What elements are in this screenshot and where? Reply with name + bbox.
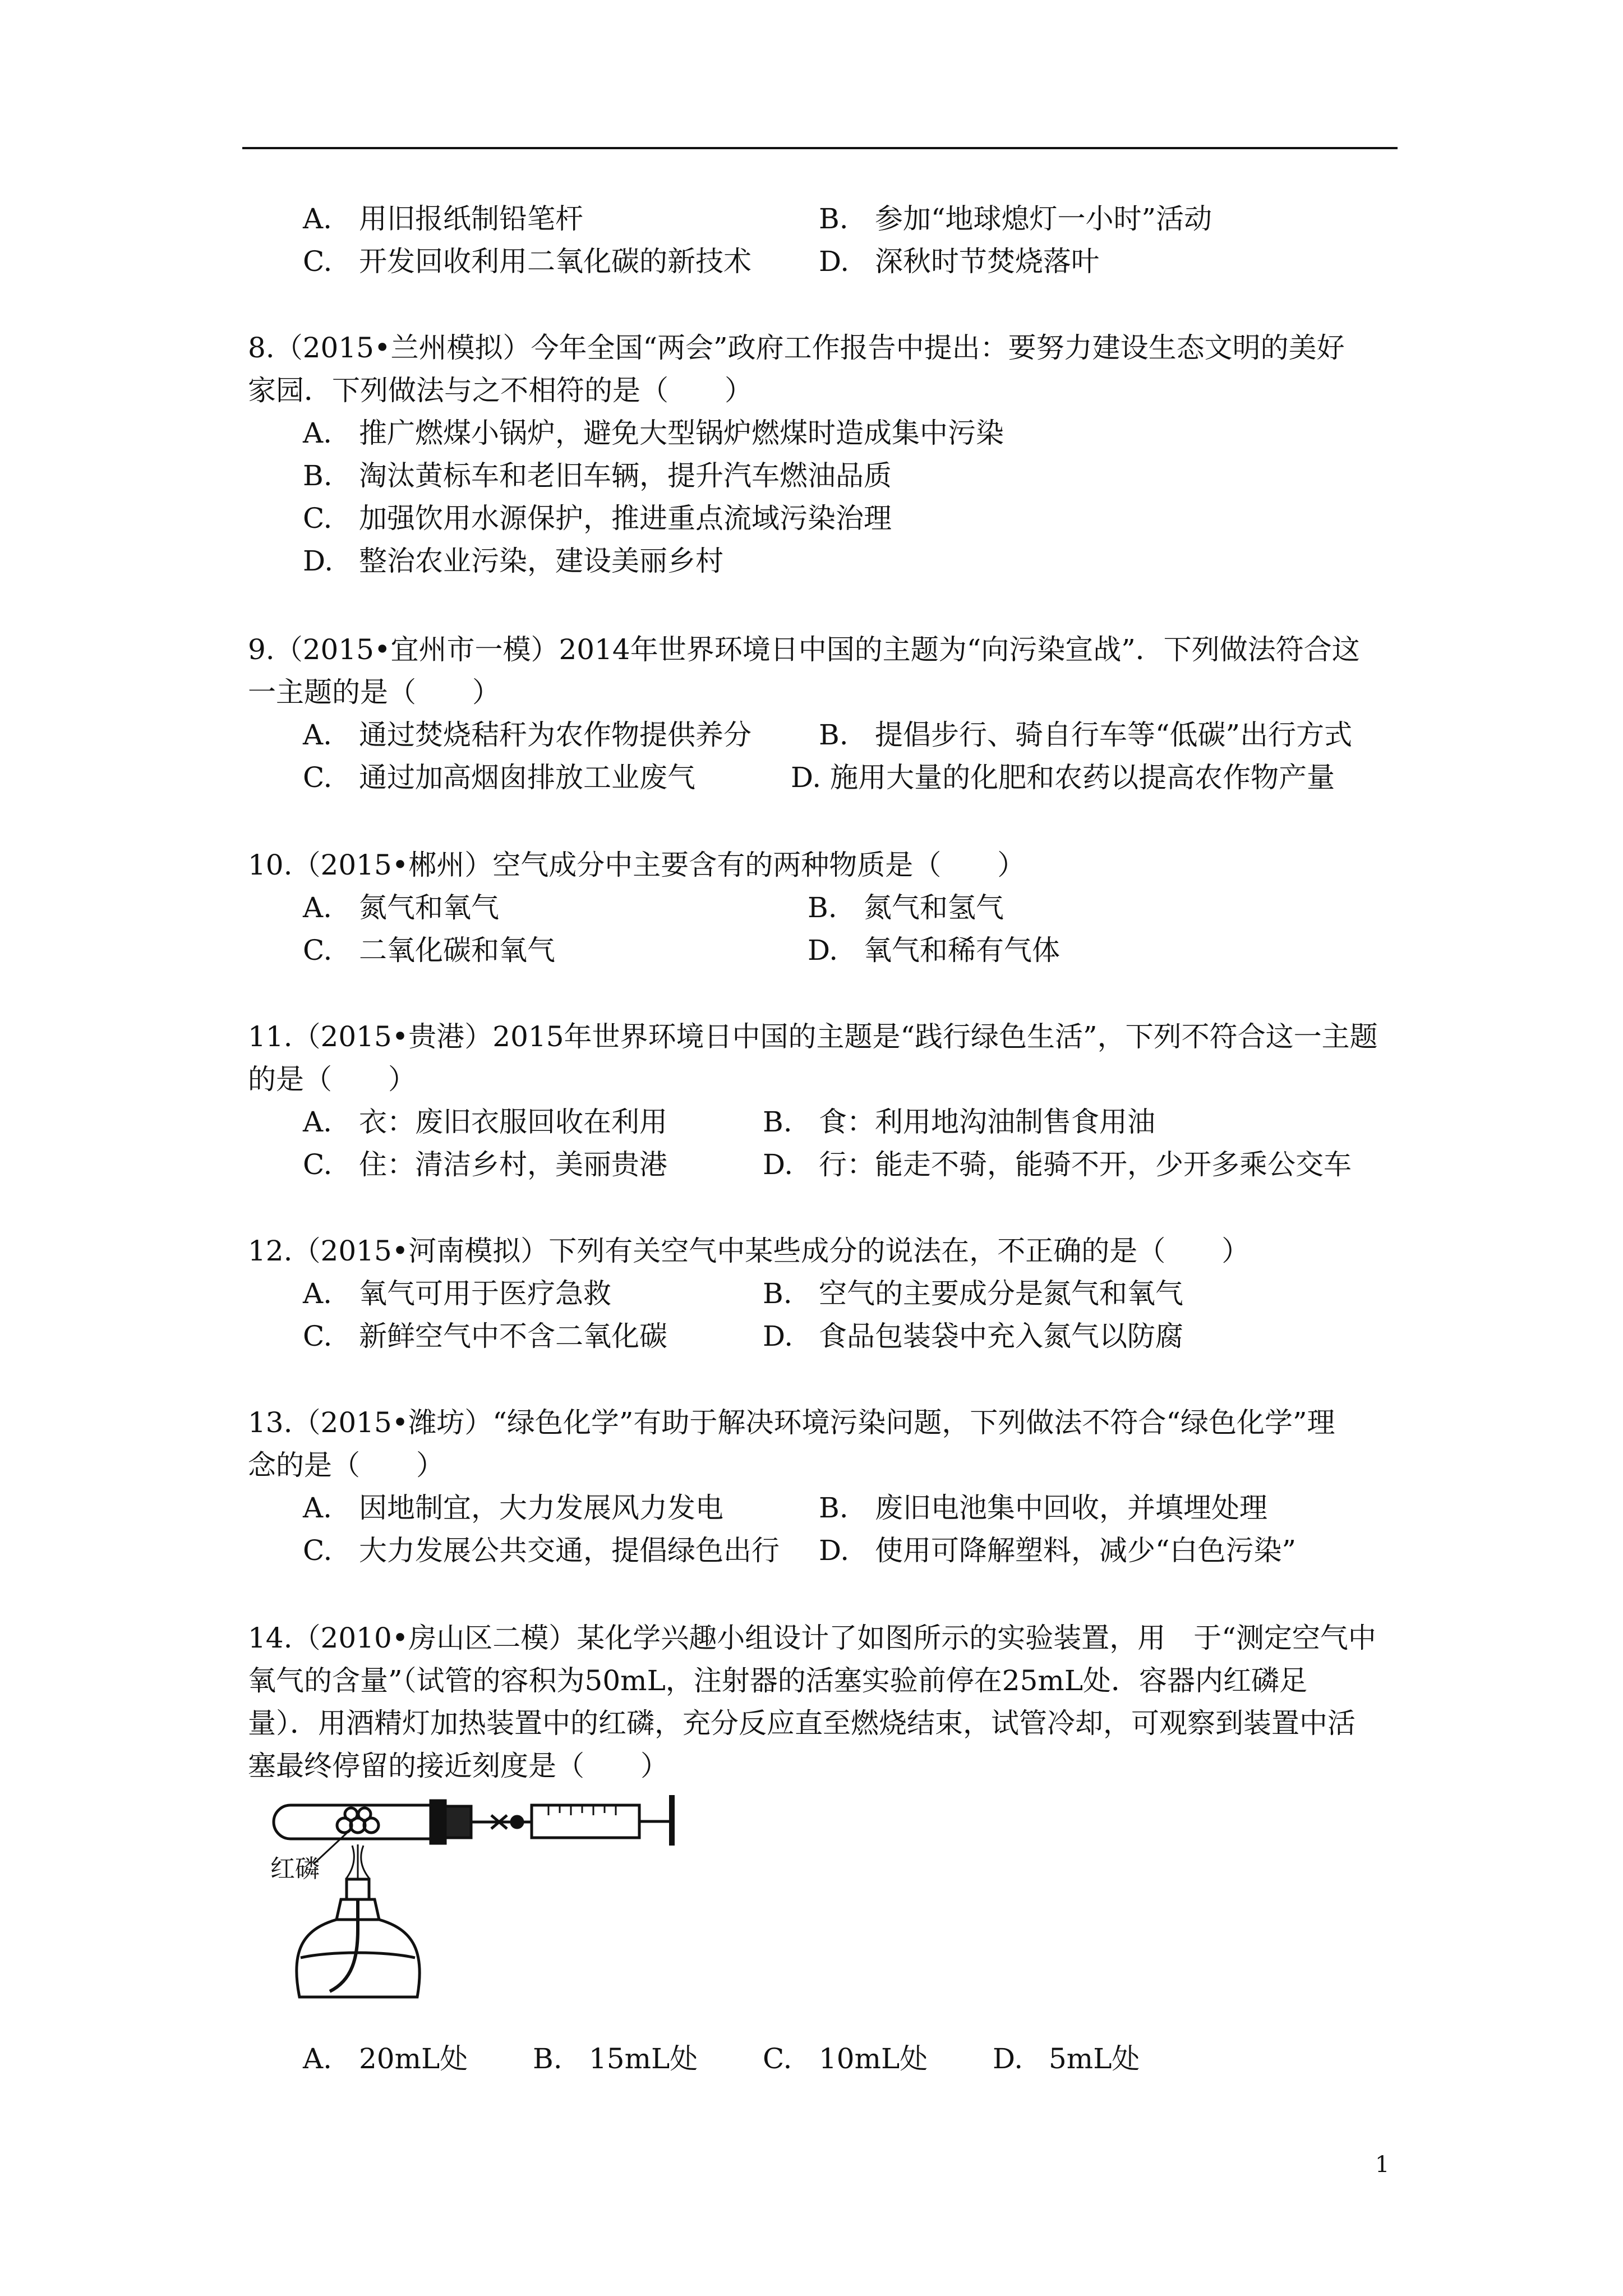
q13-stem-line-1: 13.（2015•潍坊）“绿色化学”有助于解决环境污染问题，下列做法不符合“绿色化学”理 — [248, 1406, 1335, 1439]
q11-stem-line-2: 的是（ ） — [248, 1063, 416, 1096]
q12-option-row-1 — [303, 1277, 1183, 1310]
q8-option-c: C. 加强饮用水源保护，推进重点流域污染治理 — [303, 502, 892, 535]
q12-stem-line-1: 12.（2015•河南模拟）下列有关空气中某些成分的说法在，不正确的是（ ） — [248, 1235, 1250, 1267]
q12-option-b: B. 空气的主要成分是氮气和氧气 — [763, 1277, 1183, 1310]
q12-option-c: C. 新鲜空气中不含二氧化碳 — [303, 1320, 667, 1352]
q14-stem-line-1: 14.（2010•房山区二模）某化学兴趣小组设计了如图所示的实验装置，用 于“测定空气中 — [248, 1622, 1376, 1654]
stopper-sleeve — [445, 1806, 471, 1838]
q13-option-c: C. 大力发展公共交通，提倡绿色出行 — [303, 1534, 780, 1567]
flame — [347, 1844, 369, 1879]
q7-option-c: C. 开发回收利用二氧化碳的新技术 — [303, 245, 751, 278]
q10-option-b: B. 氮气和氢气 — [808, 891, 1004, 924]
q14-stem-line-3: 量）．用酒精灯加热装置中的红磷，充分反应直至燃烧结束，试管冷却，可观察到装置中活 — [248, 1707, 1355, 1740]
red-phosphorus — [337, 1808, 379, 1833]
header-rule — [242, 147, 1398, 149]
alcohol-lamp — [297, 1879, 420, 1997]
apparatus-figure — [268, 1773, 694, 2008]
rubber-stopper — [431, 1801, 445, 1843]
q11-option-a: A. 衣：废旧衣服回收在利用 — [303, 1106, 667, 1138]
q14-option-b: B. 15mL处 — [533, 2042, 698, 2075]
q10-option-row-1 — [303, 891, 1004, 924]
q14-option-c: C. 10mL处 — [763, 2042, 928, 2075]
q11-option-c: C. 住：清洁乡村，美丽贵港 — [303, 1148, 667, 1181]
q9-option-b: B. 提倡步行、骑自行车等“低碳”出行方式 — [819, 719, 1353, 751]
q13-option-b: B. 废旧电池集中回收，并填埋处理 — [819, 1492, 1267, 1524]
q8-stem-line-2: 家园．下列做法与之不相符的是（ ） — [248, 374, 753, 407]
q9-option-row-2 — [303, 761, 1335, 794]
q13-option-d: D. 使用可降解塑料，减少“白色污染” — [819, 1534, 1297, 1567]
q8-option-b: B. 淘汰黄标车和老旧车辆，提升汽车燃油品质 — [303, 459, 892, 492]
q14-option-a: A. 20mL处 — [303, 2042, 468, 2075]
q8-stem-line-1: 8.（2015•兰州模拟）今年全国“两会”政府工作报告中提出：要努力建设生态文明的美好 — [248, 332, 1345, 364]
red-phosphorus-label: 红磷 — [270, 1855, 320, 1883]
q14-option-d: D. 5mL处 — [993, 2042, 1140, 2075]
q9-option-d: D. 施用大量的化肥和农药以提高农作物产量 — [791, 761, 1335, 794]
q10-option-d: D. 氧气和稀有气体 — [808, 934, 1060, 967]
q10-option-a: A. 氮气和氧气 — [303, 891, 499, 924]
q7-option-d: D. 深秋时节焚烧落叶 — [819, 245, 1099, 278]
q9-option-a: A. 通过焚烧秸秆为农作物提供养分 — [303, 719, 751, 751]
q8-option-a: A. 推广燃煤小锅炉，避免大型锅炉燃煤时造成集中污染 — [303, 417, 1004, 449]
q11-option-row-1 — [303, 1105, 1155, 1139]
q7-option-b: B. 参加“地球熄灯一小时”活动 — [819, 203, 1212, 235]
q11-option-d: D. 行：能走不骑，能骑不开，少开多乘公交车 — [763, 1148, 1352, 1181]
syringe-scale — [548, 1805, 616, 1815]
q10-stem-line-1: 10.（2015•郴州）空气成分中主要含有的两种物质是（ ） — [248, 849, 1026, 881]
q10-option-c: C. 二氧化碳和氧气 — [303, 934, 555, 967]
q13-stem-line-2: 念的是（ ） — [248, 1449, 444, 1481]
q9-stem-line-1: 9.（2015•宜州市一模）2014年世界环境日中国的主题为“向污染宣战”．下列做法符合这 — [248, 633, 1360, 666]
q12-option-row-2 — [303, 1319, 1183, 1353]
q13-option-row-1 — [303, 1491, 1267, 1525]
q11-option-b: B. 食：利用地沟油制售食用油 — [763, 1106, 1155, 1138]
q12-option-d: D. 食品包装袋中充入氮气以防腐 — [763, 1320, 1183, 1352]
q13-option-row-2 — [303, 1534, 1296, 1567]
q10-option-row-2 — [303, 933, 1060, 967]
q9-option-row-1 — [303, 718, 1352, 752]
q14-stem-line-4: 塞最终停留的接近刻度是（ ） — [248, 1750, 668, 1782]
q12-option-a: A. 氧气可用于医疗急救 — [303, 1277, 611, 1310]
q9-option-c: C. 通过加高烟囱排放工业废气 — [303, 761, 695, 794]
q11-stem-line-1: 11.（2015•贵港）2015年世界环境日中国的主题是“践行绿色生活”，下列不符合这一主题 — [248, 1020, 1378, 1053]
q14-stem-line-2: 氧气的含量”（试管的容积为50mL，注射器的活塞实验前停在25mL处．容器内红磷足 — [248, 1664, 1308, 1697]
q7-option-a: A. 用旧报纸制铅笔杆 — [303, 203, 583, 235]
q7-option-row-1 — [303, 202, 1212, 236]
q14-option-row — [303, 2042, 1140, 2076]
q9-stem-line-2: 一主题的是（ ） — [248, 676, 500, 708]
q11-option-row-2 — [303, 1148, 1352, 1181]
q7-option-row-2 — [303, 245, 1099, 278]
q13-option-a: A. 因地制宜，大力发展风力发电 — [303, 1492, 723, 1524]
q8-option-d: D. 整治农业污染，建设美丽乡村 — [303, 545, 723, 577]
page-number: 1 — [1375, 2152, 1390, 2178]
